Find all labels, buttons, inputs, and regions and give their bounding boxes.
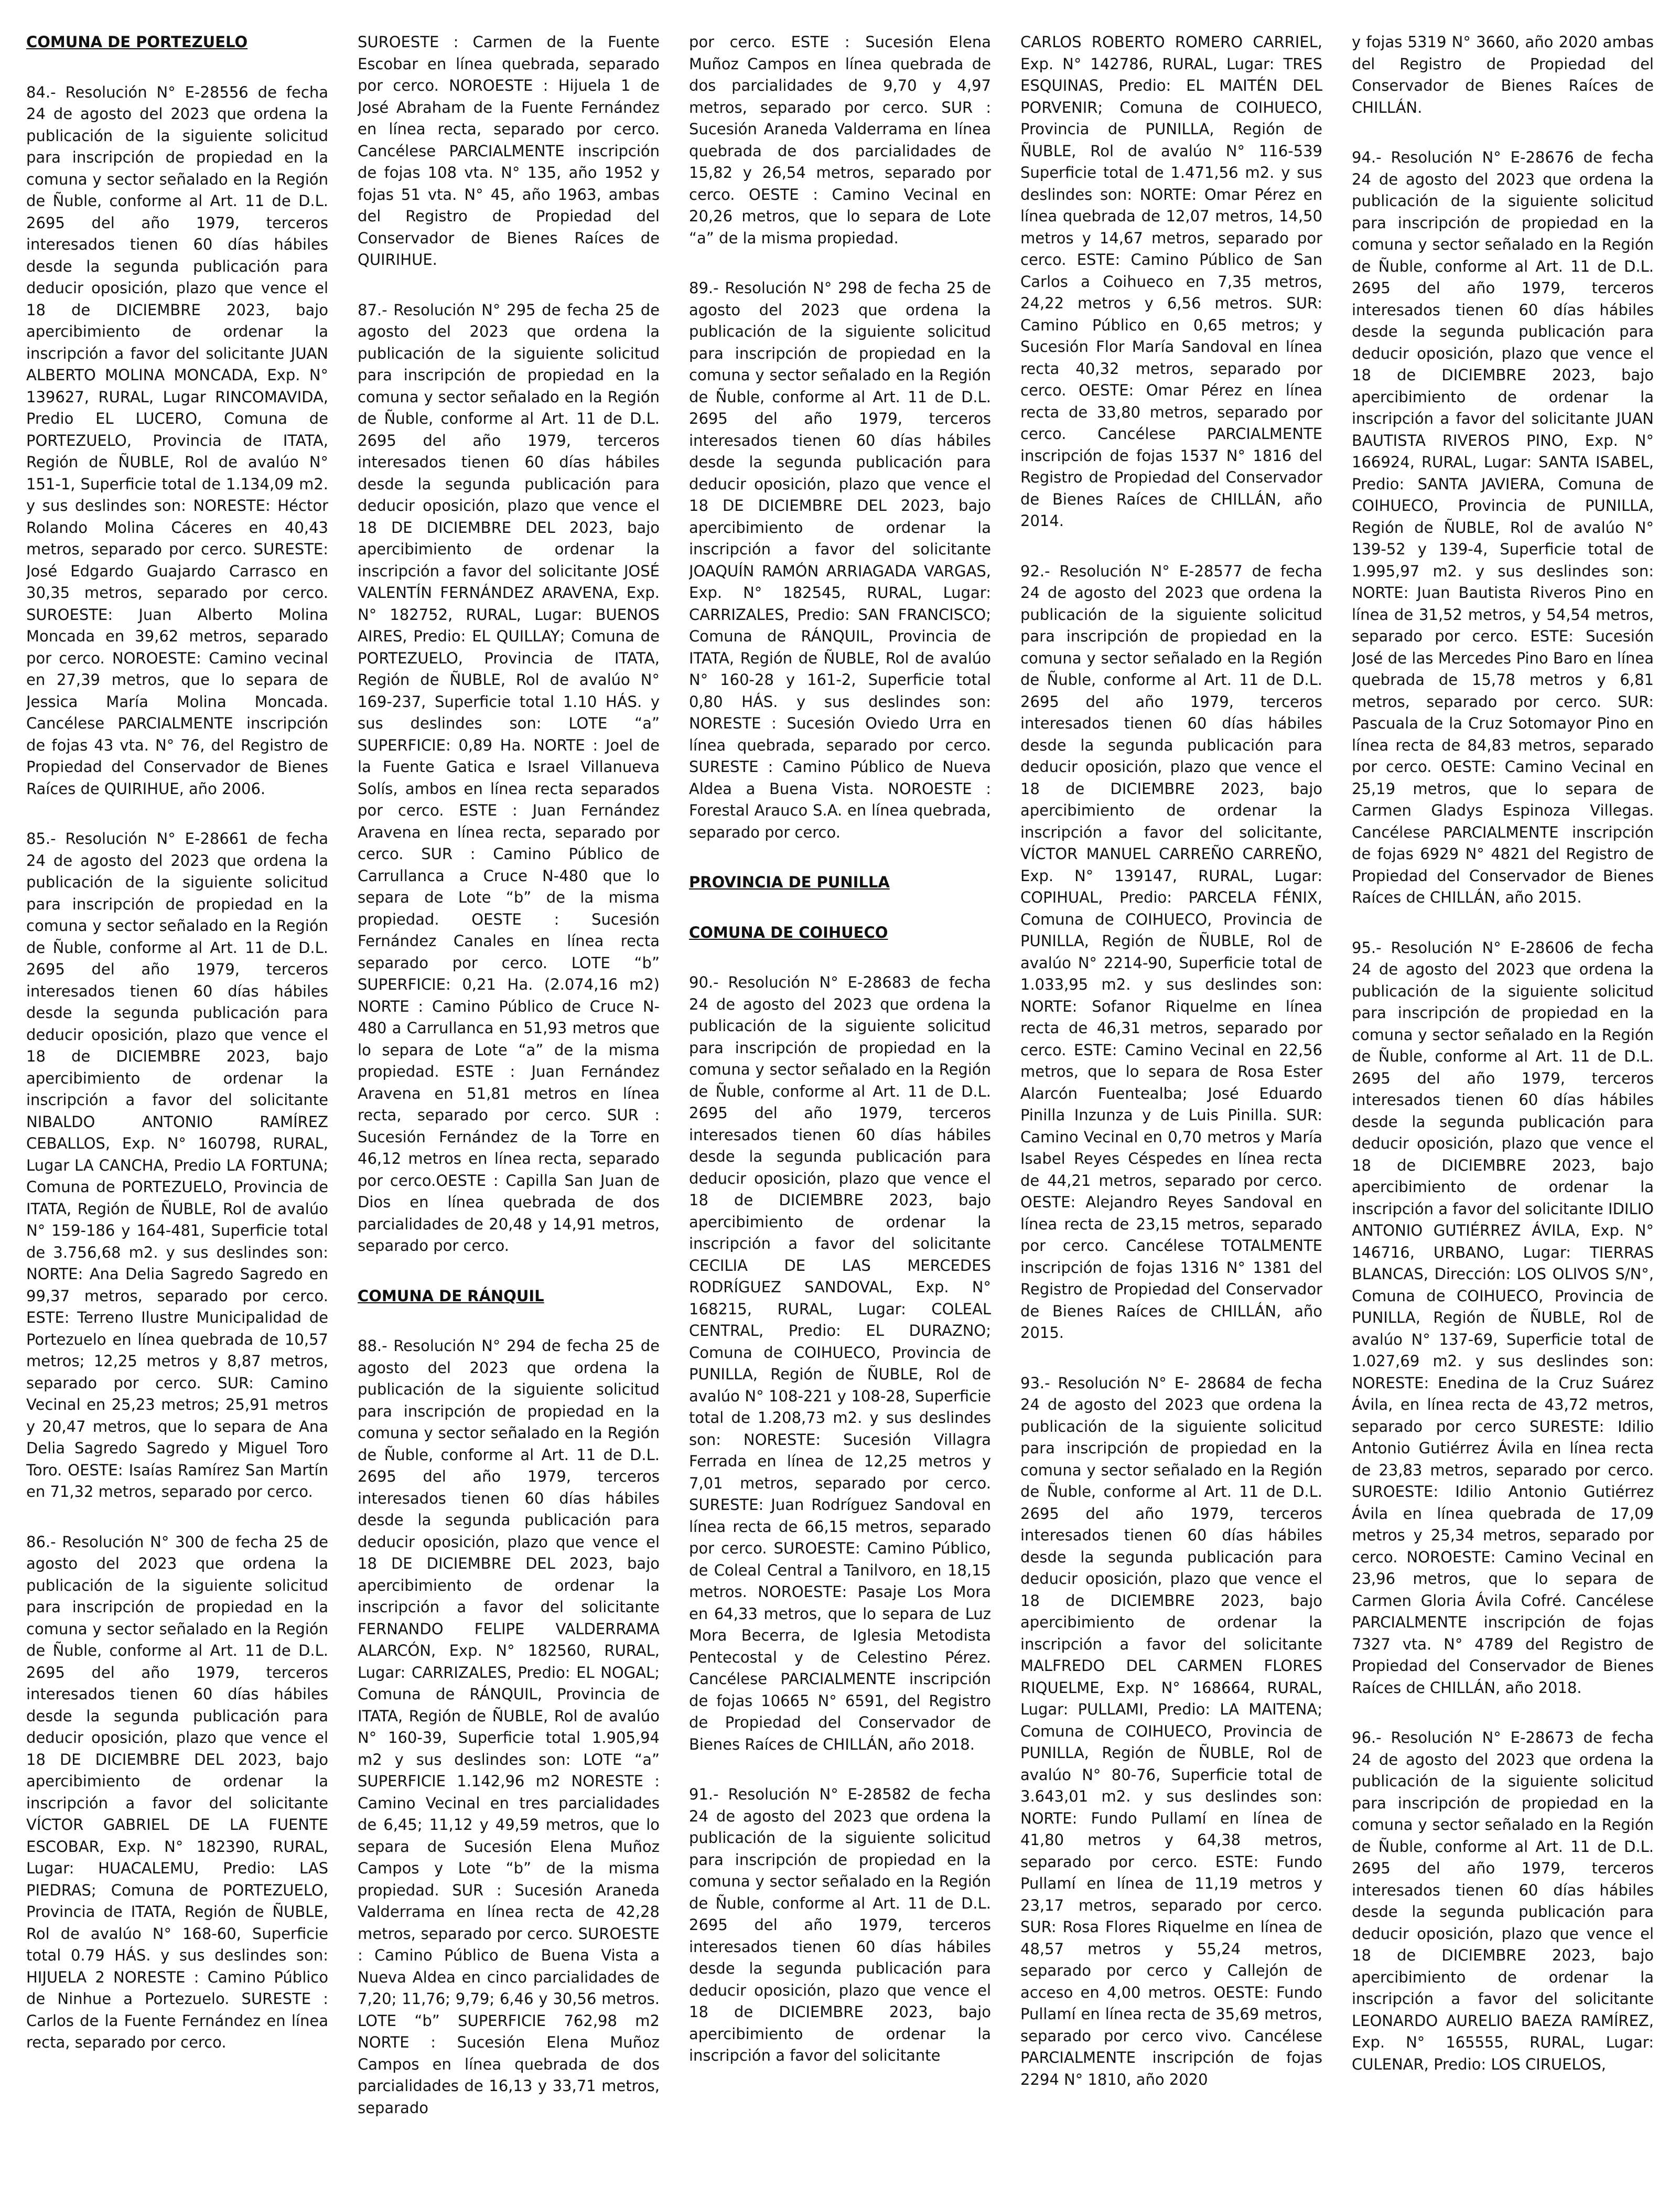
notice-91-continued: CARLOS ROBERTO ROMERO CARRIEL, Exp. N° 142786, RURAL, Lugar: TRES ESQUINAS, Predio: EL MAITÉN DEL PORVENIR; Comuna de COIHUECO, Provincia de PUNILLA, Región de ÑUBLE, Rol de avalúo N° 116-539 Superficie total de 1.471,56 m2. y sus deslindes son: NORTE: Omar Pérez en línea quebrada de 12,07 metros, 14,50 metros y 14,67 metros, separado por cerco. ESTE: Camino Público de San Carlos a Coihueco en 7,35 metros, 24,22 metros y 6,56 metros. SUR: Camino Público en 0,65 metros; y Sucesión Flor María Sandoval en línea recta 40,32 metros, separado por cerco. OESTE: Omar Pérez en línea recta de 33,80 metros, separado por cerco. Cancélese PARCIALMENTE inscripción de fojas 1537 N° 1816 del Registro de Propiedad del Conservador de Bienes Raíces de CHILLÁN, año 2014. — [1020, 33, 1322, 530]
notice-90: 90.- Resolución N° E-28683 de fecha 24 de agosto del 2023 que ordena la publicación de la siguiente solicitud para inscripción de propiedad en la comuna y sector señalado en la Región de Ñuble, conforme al Art. 11 de D.L. 2695 del año 1979, terceros interesados tienen 60 días hábiles desde la segunda publicación para deducir oposición, plazo que vence el 18 de DICIEMBRE 2023, bajo apercibimiento de ordenar la inscripción a favor del solicitante CECILIA DE LAS MERCEDES RODRÍGUEZ SANDOVAL, Exp. N° 168215, RURAL, Lugar: COLEAL CENTRAL, Predio: EL DURAZNO; Comuna de COIHUECO, Provincia de PUNILLA, Región de ÑUBLE, Rol de avalúo N° 108-221 y 108-28, Superficie total de 1.208,73 m2. y sus deslindes son: NORESTE: Sucesión Villagra Ferrada en línea de 12,25 metros y 7,01 metros, separado por cerco. SURESTE: Juan Rodríguez Sandoval en línea recta de 66,15 metros, separado por cerco. SUROESTE: Camino Público, de Coleal Central a Tanilvoro, en 18,15 metros. NOROESTE: Pasaje Los Mora en 64,33 metros, que lo separa de Luz Mora Becerra, de Iglesia Metodista Pentecostal y de Celestino Pérez. Cancélese PARCIALMENTE inscripción de fojas 10665 N° 6591, del Registro de Propiedad del Conservador de Bienes Raíces de CHILLÁN, año 2018. — [689, 973, 991, 1753]
notice-93: 93.- Resolución N° E- 28684 de fecha 24 de agosto del 2023 que ordena la publicación de la siguiente solicitud para inscripción de propiedad en la comuna y sector señalado en la Región de Ñuble, conforme al Art. 11 de D.L. 2695 del año 1979, terceros interesados tienen 60 días hábiles desde la segunda publicación para deducir oposición, plazo que vence el 18 de DICIEMBRE 2023, bajo apercibimiento de ordenar la inscripción a favor del solicitante MALFREDO DEL CARMEN FLORES RIQUELME, Exp. N° 168664, RURAL, Lugar: PULLAMI, Predio: LA MAITENA; Comuna de COIHUECO, Provincia de PUNILLA, Región de ÑUBLE, Rol de avalúo N° 80-76, Superficie total de 3.643,01 m2. y sus deslindes son: NORTE: Fundo Pullamí en línea de 41,80 metros y 64,38 metros, separado por cerco. ESTE: Fundo Pullamí en línea de 11,19 metros y 23,17 metros, separado por cerco. SUR: Rosa Flores Riquelme en línea de 48,57 metros y 55,24 metros, separado por cerco y Callejón de acceso en 4,00 metros. OESTE: Fundo Pullamí en línea recta de 35,69 metros, separado por cerco vivo. Cancélese PARCIALMENTE inscripción de fojas 2294 N° 1810, año 2020 — [1020, 1374, 1322, 2088]
notice-86: 86.- Resolución N° 300 de fecha 25 de agosto del 2023 que ordena la publicación de la siguiente solicitud para inscripción de propiedad en la comuna y sector señalado en la Región de Ñuble, conforme al Art. 11 de D.L. 2695 del año 1979, terceros interesados tienen 60 días hábiles desde la segunda publicación para deducir oposición, plazo que vence el 18 DE DICIEMBRE DEL 2023, bajo apercibimiento de ordenar la inscripción a favor del solicitante VÍCTOR GABRIEL DE LA FUENTE ESCOBAR, Exp. N° 182390, RURAL, Lugar: HUACALEMU, Predio: LAS PIEDRAS; Comuna de PORTEZUELO, Provincia de ITATA, Región de ÑUBLE, Rol de avalúo N° 168-60, Superficie total 0.79 HÁS. y sus deslindes son: HIJUELA 2 NORESTE : Camino Público de Ninhue a Portezuelo. SURESTE : Carlos de la Fuente Fernández en línea recta, separado por cerco. — [26, 1533, 328, 2051]
section-heading-punilla: PROVINCIA DE PUNILLA — [689, 873, 890, 891]
section-heading-coihueco: COMUNA DE COIHUECO — [689, 923, 888, 941]
notice-96: 96.- Resolución N° E-28673 de fecha 24 de agosto del 2023 que ordena la publicación de la siguiente solicitud para inscripción de propiedad en la comuna y sector señalado en la Región de Ñuble, conforme al Art. 11 de D.L. 2695 del año 1979, terceros interesados tienen 60 días hábiles desde la segunda publicación para deducir oposición, plazo que vence el 18 de DICIEMBRE 2023, bajo apercibimiento de ordenar la inscripción a favor del solicitante LEONARDO AURELIO BAEZA RAMÍREZ, Exp. N° 165555, RURAL, Lugar: CULENAR, Predio: LOS CIRUELOS, — [1352, 1729, 1654, 2073]
notice-91: 91.- Resolución N° E-28582 de fecha 24 de agosto del 2023 que ordena la publicación de la siguiente solicitud para inscripción de propiedad en la comuna y sector señalado en la Región de Ñuble, conforme al Art. 11 de D.L. 2695 del año 1979, terceros interesados tienen 60 días hábiles desde la segunda publicación para deducir oposición, plazo que vence el 18 de DICIEMBRE 2023, bajo apercibimiento de ordenar la inscripción a favor del solicitante — [689, 1785, 991, 2064]
notice-95: 95.- Resolución N° E-28606 de fecha 24 de agosto del 2023 que ordena la publicación de la siguiente solicitud para inscripción de propiedad en la comuna y sector señalado en la Región de Ñuble, conforme al Art. 11 de D.L. 2695 del año 1979, terceros interesados tienen 60 días hábiles desde la segunda publicación para deducir oposición, plazo que vence el 18 de DICIEMBRE 2023, bajo apercibimiento de ordenar la inscripción a favor del solicitante IDILIO ANTONIO GUTIÉRREZ ÁVILA, Exp. N° 146716, URBANO, Lugar: TIERRAS BLANCAS, Dirección: LOS OLIVOS S/N°, Comuna de COIHUECO, Provincia de PUNILLA, Región de ÑUBLE, Rol de avalúo N° 137-69, Superficie total de 1.027,69 m2. y sus deslindes son: NORESTE: Enedina de la Cruz Suárez Ávila, en línea recta de 43,72 metros, separado por cerco SURESTE: Idilio Antonio Gutiérrez Ávila en línea recta de 23,83 metros, separado por cerco. SUROESTE: Idilio Antonio Gutiérrez Ávila en línea quebrada de 17,09 metros y 25,34 metros, separado por cerco. NOROESTE: Camino Vecinal en 23,96 metros, que lo separa de Carmen Gloria Ávila Cofré. Cancélese PARCIALMENTE inscripción de fojas 7327 vta. N° 4789 del Registro de Propiedad del Conservador de Bienes Raíces de CHILLÁN, año 2018. — [1352, 938, 1654, 1697]
notice-87: 87.- Resolución N° 295 de fecha 25 de agosto del 2023 que ordena la publicación de la siguiente solicitud para inscripción de propiedad en la comuna y sector señalado en la Región de Ñuble, conforme al Art. 11 de D.L. 2695 del año 1979, terceros interesados tienen 60 días hábiles desde la segunda publicación para deducir oposición, plazo que vence el 18 DE DICIEMBRE DEL 2023, bajo apercibimiento de ordenar la inscripción a favor del solicitante JOSÉ VALENTÍN FERNÁNDEZ ARAVENA, Exp. N° 182752, RURAL, Lugar: BUENOS AIRES, Predio: EL QUILLAY; Comuna de PORTEZUELO, Provincia de ITATA, Región de ÑUBLE, Rol de avalúo N° 169-237, Superficie total 1.10 HÁS. y sus deslindes son: LOTE “a” SUPERFICIE: 0,89 Ha. NORTE : Joel de la Fuente Gatica e Israel Villanueva Solís, ambos en línea recta separados por cerco. ESTE : Juan Fernández Aravena en línea recta, separado por cerco. SUR : Camino Público de Carrullanca a Cruce N-480 que lo separa de Lote “b” de la misma propiedad. OESTE : Sucesión Fernández Canales en línea recta separado por cerco. LOTE “b” SUPERFICIE: 0,21 Ha. (2.074,16 m2) NORTE : Camino Público de Cruce N-480 a Carrullanca en 51,93 metros que lo separa de Lote “a” de la misma propiedad. ESTE : Juan Fernández Aravena en 51,81 metros en línea recta, separado por cerco. SUR : Sucesión Fernández de la Torre en 46,12 metros en línea recta, separado por cerco.OESTE : Capilla San Juan de Dios en línea quebrada de dos parcialidades de 20,48 y 14,91 metros, separado por cerco. — [358, 301, 660, 1255]
notice-86-continued: SUROESTE : Carmen de la Fuente Escobar en línea quebrada, separado por cerco. NOROESTE : Hijuela 1 de José Abraham de la Fuente Fernández en línea recta, separado por cerco. Cancélese PARCIALMENTE inscripción de fojas 108 vta. N° 135, año 1952 y fojas 51 vta. N° 45, año 1963, ambas del Registro de Propiedad del Conservador de Bienes Raíces de QUIRIHUE. — [358, 33, 660, 269]
section-heading-ranquil: COMUNA DE RÁNQUIL — [358, 1287, 544, 1305]
notice-92: 92.- Resolución N° E-28577 de fecha 24 de agosto del 2023 que ordena la publicación de la siguiente solicitud para inscripción de propiedad en la comuna y sector señalado en la Región de Ñuble, conforme al Art. 11 de D.L. 2695 del año 1979, terceros interesados tienen 60 días hábiles desde la segunda publicación para deducir oposición, plazo que vence el 18 de DICIEMBRE 2023, bajo apercibimiento de ordenar la inscripción a favor del solicitante, VÍCTOR MANUEL CARREÑO CARREÑO, Exp. N° 139147, RURAL, Lugar: COPIHUAL, Predio: PARCELA FÉNIX, Comuna de COIHUECO, Provincia de PUNILLA, Región de ÑUBLE, Rol de avalúo N° 2214-90, Superficie total de 1.033,95 m2. y sus deslindes son: NORTE: Sofanor Riquelme en línea recta de 46,31 metros, separado por cerco. ESTE: Camino Vecinal en 22,56 metros, que lo separa de Rosa Ester Alarcón Fuentealba; José Eduardo Pinilla Inzunza y de Luis Pinilla. SUR: Camino Vecinal en 0,70 metros y María Isabel Reyes Céspedes en línea recta de 44,21 metros, separado por cerco. OESTE: Alejandro Reyes Sandoval en línea recta de 23,15 metros, separado por cerco. Cancélese TOTALMENTE inscripción de fojas 1316 N° 1381 del Registro de Propiedad del Conservador de Bienes Raíces de CHILLÁN, año 2015. — [1020, 562, 1322, 1342]
section-heading-portezuelo: COMUNA DE PORTEZUELO — [26, 33, 248, 51]
column-3 — [689, 31, 991, 2165]
column-2 — [358, 31, 660, 2165]
column-5 — [1352, 31, 1654, 2165]
notice-89: 89.- Resolución N° 298 de fecha 25 de agosto del 2023 que ordena la publicación de la siguiente solicitud para inscripción de propiedad en la comuna y sector señalado en la Región de Ñuble, conforme al Art. 11 de D.L. 2695 del año 1979, terceros interesados tienen 60 días hábiles desde la segunda publicación para deducir oposición, plazo que vence el 18 DE DICIEMBRE DEL 2023, bajo apercibimiento de ordenar la inscripción a favor del solicitante JOAQUÍN RAMÓN ARRIAGADA VARGAS, Exp. N° 182545, RURAL, Lugar: CARRIZALES, Predio: SAN FRANCISCO; Comuna de RÁNQUIL, Provincia de ITATA, Región de ÑUBLE, Rol de avalúo N° 160-28 y 161-2, Superficie total 0,80 HÁS. y sus deslindes son: NORESTE : Sucesión Oviedo Urra en línea quebrada, separado por cerco. SURESTE : Camino Público de Nueva Aldea a Buena Vista. NOROESTE : Forestal Arauco S.A. en línea quebrada, separado por cerco. — [689, 279, 991, 841]
notice-page — [26, 31, 1654, 2165]
notice-88-continued: por cerco. ESTE : Sucesión Elena Muñoz Campos en línea quebrada de dos parcialidades de 9,70 y 4,97 metros, separado por cerco. SUR : Sucesión Araneda Valderrama en línea quebrada de dos parcialidades de 15,82 y 26,54 metros, separado por cerco. OESTE : Camino Vecinal en 20,26 metros, que lo separa de Lote “a” de la misma propiedad. — [689, 33, 991, 247]
notice-88: 88.- Resolución N° 294 de fecha 25 de agosto del 2023 que ordena la publicación de la siguiente solicitud para inscripción de propiedad en la comuna y sector señalado en la Región de Ñuble, conforme al Art. 11 de D.L. 2695 del año 1979, terceros interesados tienen 60 días hábiles desde la segunda publicación para deducir oposición, plazo que vence el 18 DE DICIEMBRE DEL 2023, bajo apercibimiento de ordenar la inscripción a favor del solicitante FERNANDO FELIPE VALDERRAMA ALARCÓN, Exp. N° 182560, RURAL, Lugar: CARRIZALES, Predio: EL NOGAL; Comuna de RÁNQUIL, Provincia de ITATA, Región de ÑUBLE, Rol de avalúo N° 160-39, Superficie total 1.905,94 m2 y sus deslindes son: LOTE “a” SUPERFICIE 1.142,96 m2 NORESTE : Camino Vecinal en tres parcialidades de 6,45; 11,12 y 49,59 metros, que lo separa de Sucesión Elena Muñoz Campos y Lote “b” de la misma propiedad. SUR : Sucesión Araneda Valderrama en línea recta de 42,28 metros, separado por cerco. SUROESTE : Camino Público de Buena Vista a Nueva Aldea en cinco parcialidades de 7,20; 11,76; 9,79; 6,46 y 30,56 metros. LOTE “b” SUPERFICIE 762,98 m2 NORTE : Sucesión Elena Muñoz Campos en línea quebrada de dos parcialidades de 16,13 y 33,71 metros, separado — [358, 1337, 660, 2117]
notice-94: 94.- Resolución N° E-28676 de fecha 24 de agosto del 2023 que ordena la publicación de la siguiente solicitud para inscripción de propiedad en la comuna y sector señalado en la Región de Ñuble, conforme al Art. 11 de D.L. 2695 del año 1979, terceros interesados tienen 60 días hábiles desde la segunda publicación para deducir oposición, plazo que vence el 18 de DICIEMBRE 2023, bajo apercibimiento de ordenar la inscripción a favor del solicitante JUAN BAUTISTA RIVEROS PINO, Exp. N° 166924, RURAL, Lugar: SANTA ISABEL, Predio: SANTA JAVIERA, Comuna de COIHUECO, Provincia de PUNILLA, Región de ÑUBLE, Rol de avalúo N° 139-52 y 139-4, Superficie total de 1.995,97 m2. y sus deslindes son: NORTE: Juan Bautista Riveros Pino en línea de 31,52 metros, y 54,54 metros, separado por cerco. ESTE: Sucesión José de las Mercedes Pino Baro en línea quebrada de 15,78 metros y 6,81 metros, separado por cerco. SUR: Pascuala de la Cruz Sotomayor Pino en línea recta de 84,83 metros, separado por cerco. OESTE: Camino Vecinal en 25,19 metros, que lo separa de Carmen Gladys Espinoza Villegas. Cancélese PARCIALMENTE inscripción de fojas 6929 N° 4821 del Registro de Propiedad del Conservador de Bienes Raíces de CHILLÁN, año 2015. — [1352, 148, 1654, 906]
column-1 — [26, 31, 328, 2165]
notice-85: 85.- Resolución N° E-28661 de fecha 24 de agosto del 2023 que ordena la publicación de la siguiente solicitud para inscripción de propiedad en la comuna y sector señalado en la Región de Ñuble, conforme al Art. 11 de D.L. 2695 del año 1979, terceros interesados tienen 60 días hábiles desde la segunda publicación para deducir oposición, plazo que vence el 18 de DICIEMBRE 2023, bajo apercibimiento de ordenar la inscripción a favor del solicitante NIBALDO ANTONIO RAMÍREZ CEBALLOS, Exp. N° 160798, RURAL, Lugar LA CANCHA, Predio LA FORTUNA; Comuna de PORTEZUELO, Provincia de ITATA, Región de ÑUBLE, Rol de avalúo N° 159-186 y 164-481, Superficie total de 3.756,68 m2. y sus deslindes son: NORTE: Ana Delia Sagredo Sagredo en 99,37 metros, separado por cerco. ESTE: Terreno Ilustre Municipalidad de Portezuelo en línea quebrada de 10,57 metros; 12,25 metros y 8,87 metros, separado por cerco. SUR: Camino Vecinal en 25,23 metros; 25,91 metros y 20,47 metros, que lo separa de Ana Delia Sagredo Sagredo y Miguel Toro Toro. OESTE: Isaías Ramírez San Martín en 71,32 metros, separado por cerco. — [26, 830, 328, 1501]
column-4 — [1020, 31, 1322, 2165]
notice-84: 84.- Resolución N° E-28556 de fecha 24 de agosto del 2023 que ordena la publicación de la siguiente solicitud para inscripción de propiedad en la comuna y sector señalado en la Región de Ñuble, conforme al Art. 11 de D.L. 2695 del año 1979, terceros interesados tienen 60 días hábiles desde la segunda publicación para deducir oposición, plazo que vence el 18 de DICIEMBRE 2023, bajo apercibimiento de ordenar la inscripción a favor del solicitante JUAN ALBERTO MOLINA MONCADA, Exp. N° 139627, RURAL, Lugar RINCOMAVIDA, Predio EL LUCERO, Comuna de PORTEZUELO, Provincia de ITATA, Región de ÑUBLE, Rol de avalúo N° 151-1, Superficie total de 1.134,09 m2. y sus deslindes son: NORESTE: Héctor Rolando Molina Cáceres en 40,43 metros, separado por cerco. SURESTE: José Edgardo Guajardo Carrasco en 30,35 metros, separado por cerco. SUROESTE: Juan Alberto Molina Moncada en 39,62 metros, separado por cerco. NOROESTE: Camino vecinal en 27,39 metros, que lo separa de Jessica María Molina Moncada. Cancélese PARCIALMENTE inscripción de fojas 43 vta. N° 76, del Registro de Propiedad del Conservador de Bienes Raíces de QUIRIHUE, año 2006. — [26, 83, 328, 798]
notice-93-continued: y fojas 5319 N° 3660, año 2020 ambas del Registro de Propiedad del Conservador de Bienes Raíces de CHILLÁN. — [1352, 33, 1654, 116]
